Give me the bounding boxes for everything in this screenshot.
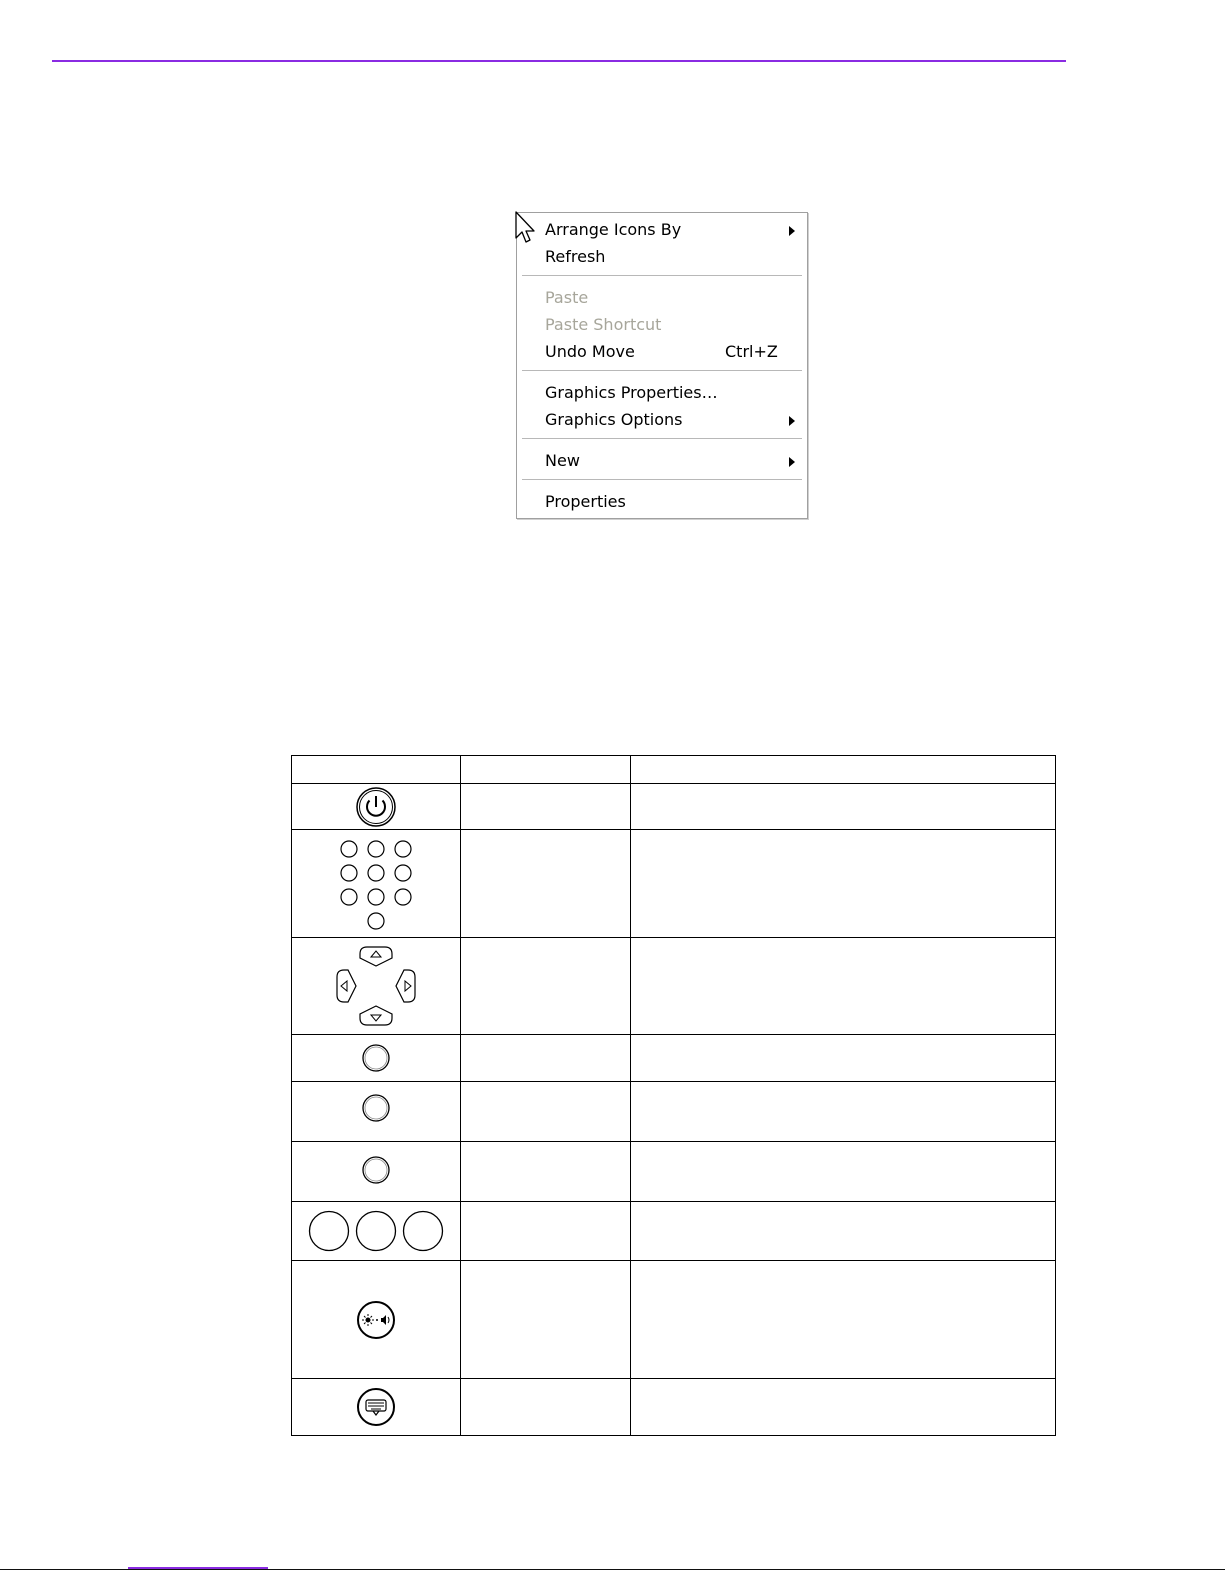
menu-item-label: Undo Move [545, 342, 635, 361]
footer-rule [0, 1569, 1225, 1570]
button-description-cell [631, 1379, 1056, 1436]
button-description-cell [631, 1261, 1056, 1379]
button-name-cell [461, 1035, 631, 1082]
table-row [292, 830, 1056, 938]
keyboard-button-icon [355, 1386, 397, 1428]
button-name-cell [461, 830, 631, 938]
button-name-cell [461, 784, 631, 830]
mouse-pointer-icon [514, 210, 538, 246]
button-name-cell [461, 1379, 631, 1436]
power-button-icon [354, 785, 398, 829]
table-row [292, 1379, 1056, 1436]
button-icon-cell [292, 1035, 461, 1082]
numeric-keypad-icon [338, 838, 414, 930]
menu-item-properties[interactable] [517, 488, 807, 515]
menu-item-arrange-icons-by[interactable] [517, 216, 807, 243]
button-icon-cell [292, 830, 461, 938]
menu-separator [522, 275, 802, 277]
button-description-cell [631, 784, 1056, 830]
submenu-arrow-icon [789, 226, 795, 236]
column-header-description [631, 756, 1056, 784]
brightness-volume-button-icon [355, 1299, 397, 1341]
directional-pad-icon [334, 944, 418, 1028]
button-icon-cell [292, 784, 461, 830]
table-row [292, 784, 1056, 830]
button-icon-cell [292, 1261, 461, 1379]
header-rule [52, 60, 1066, 62]
table-row [292, 938, 1056, 1035]
button-icon-cell [292, 938, 461, 1035]
round-button-icon [360, 1092, 392, 1124]
menu-item-paste-shortcut [517, 311, 807, 338]
table-row [292, 1035, 1056, 1082]
button-icon-cell [292, 1202, 461, 1261]
button-description-cell [631, 1082, 1056, 1142]
submenu-arrow-icon [789, 457, 795, 467]
menu-item-label: Paste Shortcut [545, 315, 662, 334]
button-description-cell [631, 1202, 1056, 1261]
menu-item-undo-move[interactable] [517, 338, 807, 365]
menu-item-new[interactable] [517, 447, 807, 474]
menu-separator [522, 479, 802, 481]
three-round-buttons-icon [306, 1208, 446, 1254]
round-button-icon [360, 1154, 392, 1186]
menu-item-label: Paste [545, 288, 589, 307]
desktop-context-menu [516, 212, 808, 519]
menu-item-refresh[interactable] [517, 243, 807, 270]
table-row [292, 1202, 1056, 1261]
remote-buttons-table [291, 755, 1056, 1436]
menu-item-paste [517, 284, 807, 311]
button-name-cell [461, 1261, 631, 1379]
round-button-icon [360, 1042, 392, 1074]
button-description-cell [631, 830, 1056, 938]
button-description-cell [631, 938, 1056, 1035]
menu-item-label: Graphics Options [545, 410, 683, 429]
button-name-cell [461, 938, 631, 1035]
table-row [292, 1082, 1056, 1142]
button-name-cell [461, 1202, 631, 1261]
table-row [292, 1142, 1056, 1202]
menu-item-shortcut: Ctrl+Z [725, 342, 778, 361]
menu-item-label: New [545, 451, 580, 470]
table-header-row [292, 756, 1056, 784]
menu-item-label: Arrange Icons By [545, 220, 682, 239]
button-name-cell [461, 1142, 631, 1202]
button-icon-cell [292, 1142, 461, 1202]
button-description-cell [631, 1035, 1056, 1082]
menu-separator [522, 370, 802, 372]
button-name-cell [461, 1082, 631, 1142]
table-row [292, 1261, 1056, 1379]
button-description-cell [631, 1142, 1056, 1202]
menu-item-label: Graphics Properties… [545, 383, 718, 402]
menu-item-graphics-options[interactable] [517, 406, 807, 433]
column-header-name [461, 756, 631, 784]
button-icon-cell [292, 1379, 461, 1436]
column-header-button [292, 756, 461, 784]
menu-item-label: Properties [545, 492, 626, 511]
submenu-arrow-icon [789, 416, 795, 426]
menu-item-label: Refresh [545, 247, 606, 266]
menu-separator [522, 438, 802, 440]
menu-item-graphics-properties[interactable] [517, 379, 807, 406]
button-icon-cell [292, 1082, 461, 1142]
